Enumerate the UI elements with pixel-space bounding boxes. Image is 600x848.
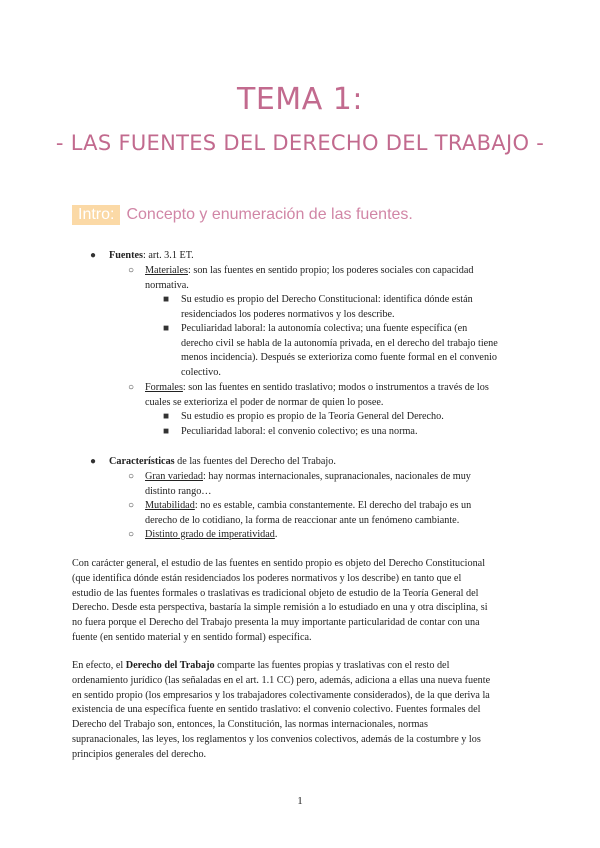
circle-bullet-icon: ○ — [128, 265, 135, 276]
mat-sub1-line1: Su estudio es propio del Derecho Constitucional: identifica dónde están — [181, 294, 473, 305]
paragraph-1-line: fuente (en sentido material y en sentido formal) específica. — [72, 631, 312, 643]
fuentes-text: : art. 3.1 ET. — [142, 250, 194, 261]
list-item-caracteristicas — [109, 455, 529, 470]
materiales-label: Materiales — [145, 265, 188, 276]
derecho-del-trabajo-bold: Derecho del Trabajo — [125, 660, 215, 671]
mat-sub2-line1: Peculiaridad laboral: la autonomía colectiva; una fuente específica (en — [181, 323, 468, 334]
square-bullet-icon: ■ — [163, 294, 170, 305]
circle-bullet-icon: ○ — [128, 382, 135, 393]
section-heading-text: Concepto y enumeración de las fuentes. — [126, 206, 413, 223]
square-bullet-icon: ■ — [163, 323, 170, 334]
mutabilidad-text-2: derecho de lo cotidiano, la forma de reaccionar ante un fenómeno cambiante. — [145, 514, 460, 526]
paragraph-2-text: comparte las fuentes propias y traslativas con el resto del — [214, 660, 450, 671]
square-bullet-icon: ■ — [163, 411, 170, 422]
bullet-icon: ● — [90, 456, 97, 467]
paragraph-2-line: principios generales del derecho. — [72, 748, 207, 760]
formales-label: Formales — [145, 382, 183, 393]
mat-sub2-line4: colectivo. — [181, 366, 221, 378]
fuentes-label: Fuentes — [109, 250, 143, 261]
mat-sub2-line3: menos incidencia). Después se exterioriza como fuente formal en el convenio — [181, 352, 497, 363]
page-number: 1 — [297, 795, 303, 807]
document-subtitle: - LAS FUENTES DEL DERECHO DEL TRABAJO - — [55, 131, 545, 155]
mat-sub2-line2: derecho civil se habla de la autonomía privada, en el derecho del trabajo tiene — [181, 337, 498, 349]
formales-text-2: cuales se exterioriza el poder de normar de quien lo posee. — [145, 396, 384, 408]
list-item-form-sub2: Peculiaridad laboral: el convenio colectivo; es una norma. — [181, 426, 418, 437]
mat-sub1-line2: residenciados los poderes normativos y los describe. — [181, 308, 395, 320]
bullet-icon: ● — [90, 250, 97, 261]
paragraph-2-line: supranacionales, las leyes, los reglamentos y los convenios colectivos, además de la costumbre y los — [72, 733, 481, 745]
formales-text: : son las fuentes en sentido traslativo; modos o instrumentos a través de los — [182, 382, 489, 393]
paragraph-2-line: existencia de una específica fuente en sentido traslativo: el convenio colectivo. Fuentes formales del — [72, 704, 481, 716]
list-item-gran-variedad — [145, 470, 529, 499]
circle-bullet-icon: ○ — [128, 500, 135, 511]
document-title: TEMA 1: — [237, 82, 363, 117]
paragraph-1-line: estudio de las fuentes formales o traslativas es tradicional objeto de estudio de la Teoría General del — [72, 587, 479, 599]
imperatividad-label: Distinto grado de imperatividad — [145, 529, 275, 540]
mutabilidad-label: Mutabilidad — [145, 500, 195, 511]
imperatividad-text: . — [274, 529, 278, 540]
materiales-text: : son las fuentes en sentido propio; los poderes sociales con capacidad — [188, 265, 474, 276]
gran-variedad-text-2: distinto rango… — [145, 485, 212, 497]
list-item-mutabilidad — [145, 499, 529, 528]
mutabilidad-text: : no es estable, cambia constantemente. El derecho del trabajo es un — [194, 500, 472, 511]
paragraph-2 — [72, 659, 528, 763]
paragraph-1-line: Con carácter general, el estudio de las fuentes en sentido propio es objeto del Derecho Constitucional — [72, 558, 486, 569]
caracteristicas-label: Características — [109, 456, 175, 467]
circle-bullet-icon: ○ — [128, 471, 135, 482]
gran-variedad-label: Gran variedad — [145, 471, 203, 482]
paragraph-1 — [72, 557, 528, 646]
list-item-form-sub1: Su estudio es propio es propio de la Teoría General del Derecho. — [181, 411, 444, 422]
paragraph-2-line: en sentido propio (los empresarios y los trabajadores colectivamente considerados), de la que deriva la — [72, 689, 490, 701]
materiales-text-2: normativa. — [145, 279, 189, 291]
paragraph-1-line: Derecho. Desde esta perspectiva, bastaría la simple remisión a lo estudiado en una y otra disciplina, si — [72, 602, 488, 614]
list-item-fuentes — [109, 249, 529, 264]
square-bullet-icon: ■ — [163, 426, 170, 437]
list-item-materiales — [145, 264, 529, 293]
list-item-mat-sub2 — [181, 322, 529, 380]
paragraph-1-line: no fuera porque el Derecho del Trabajo presenta la muy importante particularidad de contar con una — [72, 617, 480, 629]
paragraph-2-line: ordenamiento jurídico (las señaladas en el art. 1.1 CC) pero, además, adiciona a ellas una nueva fuente — [72, 674, 491, 686]
caracteristicas-text: de las fuentes del Derecho del Trabajo. — [174, 456, 336, 467]
paragraph-1-line: (que identifica dónde están residenciados los poderes normativos y los describe) en tanto que el — [72, 572, 462, 584]
paragraph-2-text: En efecto, el — [72, 660, 126, 671]
section-tag: Intro: — [72, 205, 120, 225]
section-heading — [72, 206, 413, 224]
paragraph-2-line: Derecho del Trabajo son, entonces, la Constitución, las normas internacionales, normas — [72, 719, 428, 731]
list-item-mat-sub1 — [181, 293, 529, 322]
circle-bullet-icon: ○ — [128, 529, 135, 540]
list-item-imperatividad — [145, 528, 529, 543]
gran-variedad-text: : hay normas internacionales, supranacionales, nacionales de muy — [202, 471, 471, 482]
list-item-formales — [145, 381, 529, 410]
